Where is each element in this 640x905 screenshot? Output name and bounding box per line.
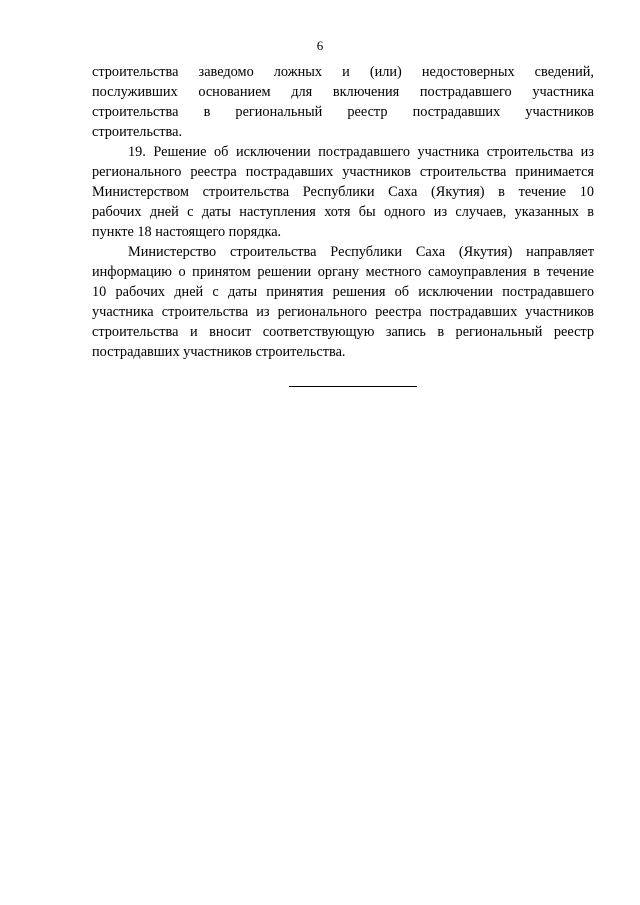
text-line: регионального реестра пострадавших участников строительства принимается — [92, 164, 594, 180]
text-line: Министерство строительства Республики Саха (Якутия) направляет — [128, 244, 594, 260]
text-line: послуживших основанием для включения пострадавшего участника — [92, 84, 594, 100]
text-line: 10 рабочих дней с даты принятия решения об исключении пострадавшего — [92, 284, 594, 300]
text-line: рабочих дней с даты наступления хотя бы одного из случаев, указанных в — [92, 204, 594, 220]
text-line: строительства. — [92, 124, 183, 140]
paragraph-continuation — [92, 62, 594, 142]
paragraph-item-19 — [92, 142, 594, 242]
page-number: 6 — [316, 38, 324, 53]
text-line: строительства и вносит соответствующую запись в региональный реестр — [92, 324, 594, 340]
paragraph-ministry-notice — [92, 242, 594, 362]
document-body — [92, 62, 594, 362]
text-line: 19. Решение об исключении пострадавшего участника строительства из — [128, 144, 594, 160]
text-line: строительства в региональный реестр пострадавших участников — [92, 104, 594, 120]
text-line: пострадавших участников строительства. — [92, 344, 346, 360]
text-line: участника строительства из регионального реестра пострадавших участников — [92, 304, 594, 320]
end-divider-line — [289, 386, 417, 387]
text-line: строительства заведомо ложных и (или) недостоверных сведений, — [92, 64, 594, 80]
text-line: пункте 18 настоящего порядка. — [92, 224, 282, 240]
text-line: информацию о принятом решении органу местного самоуправления в течение — [92, 264, 594, 280]
text-line: Министерством строительства Республики Саха (Якутия) в течение 10 — [92, 184, 594, 200]
